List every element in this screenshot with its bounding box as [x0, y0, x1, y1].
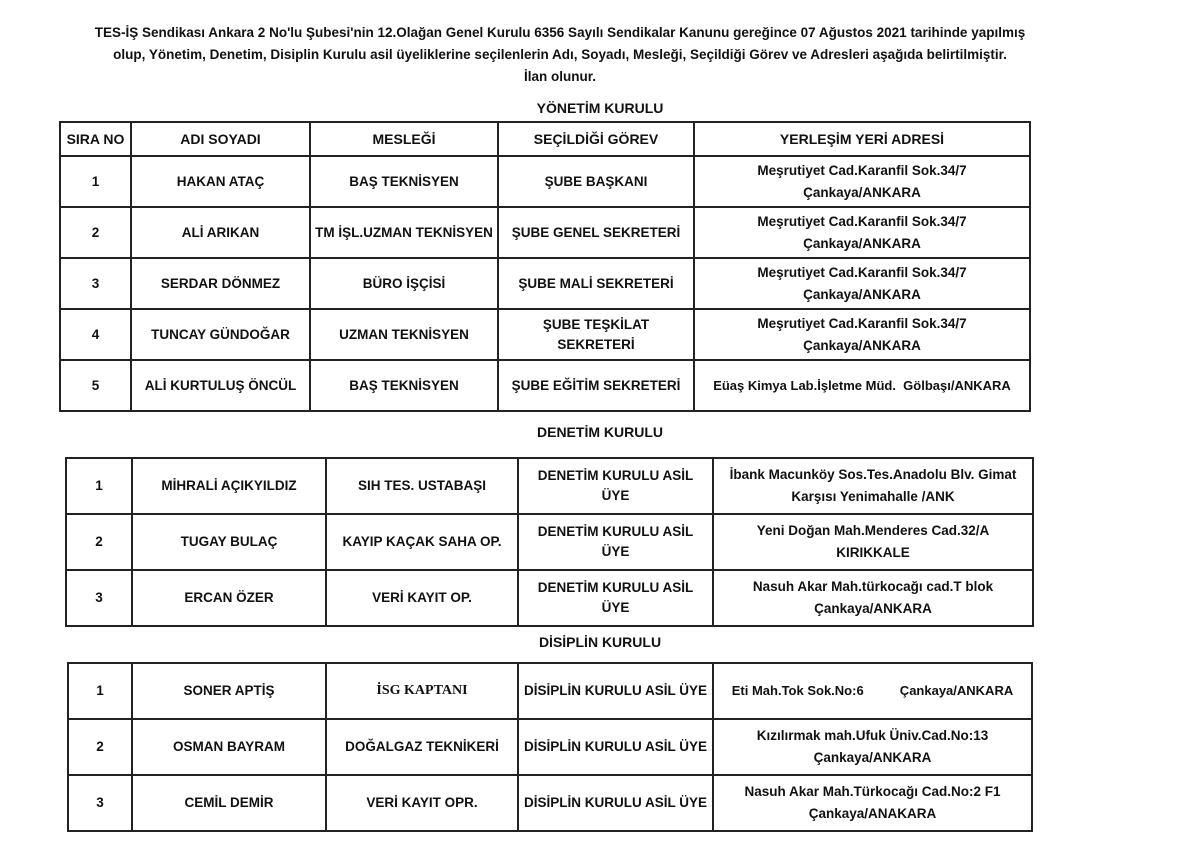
row-name: TUNCAY GÜNDOĞAR: [131, 309, 310, 360]
row-no: 2: [68, 719, 132, 775]
table-row: [60, 156, 1030, 207]
row-no: 1: [68, 663, 132, 719]
row-role: DİSİPLİN KURULU ASİL ÜYE: [518, 663, 713, 719]
header-sira-no: SIRA NO: [60, 122, 131, 156]
row-role: ŞUBE EĞİTİM SEKRETERİ: [498, 360, 694, 411]
row-job: UZMAN TEKNİSYEN: [310, 309, 498, 360]
address-line-1: İbank Macunköy Sos.Tes.Anadolu Blv. Gimat: [729, 467, 1017, 482]
row-role: DENETİM KURULU ASİL ÜYE: [518, 458, 713, 514]
row-name: SONER APTİŞ: [132, 663, 326, 719]
row-role: ŞUBE TEŞKİLAT SEKRETERİ: [498, 309, 694, 360]
row-address: [713, 570, 1033, 626]
table-row: [66, 458, 1033, 514]
row-address: [694, 207, 1030, 258]
row-job: BÜRO İŞÇİSİ: [310, 258, 498, 309]
row-no: 2: [60, 207, 131, 258]
row-no: 1: [60, 156, 131, 207]
header-adi-soyadi: ADI SOYADI: [131, 122, 310, 156]
row-no: 3: [66, 570, 132, 626]
row-address: [694, 258, 1030, 309]
row-no: 5: [60, 360, 131, 411]
table-row: [60, 360, 1030, 411]
row-name: HAKAN ATAÇ: [131, 156, 310, 207]
header-secildigi-gorev: SEÇİLDİĞİ GÖREV: [498, 122, 694, 156]
row-no: 4: [60, 309, 131, 360]
row-job: SIH TES. USTABAŞI: [326, 458, 518, 514]
header-meslegi: MESLEĞİ: [310, 122, 498, 156]
row-role: ŞUBE GENEL SEKRETERİ: [498, 207, 694, 258]
header-line-1: TES-İŞ Sendikası Ankara 2 No'lu Şubesi'nin 12.Olağan Genel Kurulu 6356 Sayılı Sendikalar Kanunu gereğince 07 Ağustos 2021 tarihinde yapılmış: [94, 25, 1026, 40]
address-line-1: Meşrutiyet Cad.Karanfil Sok.34/7: [757, 264, 967, 280]
table-row: [60, 258, 1030, 309]
table-row: [68, 775, 1032, 831]
row-address: [713, 719, 1032, 775]
table-row: [66, 570, 1033, 626]
address-line-2: Karşısı Yenimahalle /ANK: [791, 489, 955, 504]
address-line-2: Çankaya/ANKARA: [803, 286, 921, 302]
row-job: BAŞ TEKNİSYEN: [310, 360, 498, 411]
address-line-2: Çankaya/ANKARA: [803, 337, 921, 353]
address-line-1: Eüaş Kimya Lab.İşletme Müd. Gölbaşı/ANKARA: [713, 377, 1011, 393]
address-line-1: Meşrutiyet Cad.Karanfil Sok.34/7: [757, 162, 967, 178]
table-row: [68, 663, 1032, 719]
section-title-yonetim: YÖNETİM KURULU: [536, 100, 664, 116]
header-line-2: olup, Yönetim, Denetim, Disiplin Kurulu asil üyeliklerine seçilenlerin Adı, Soyadı, Mesleği, Seçildiği Görev ve Adresleri aşağıda belirtilmiştir.: [113, 47, 1007, 62]
row-name: MİHRALİ AÇIKYILDIZ: [132, 458, 326, 514]
row-name: ALİ KURTULUŞ ÖNCÜL: [131, 360, 310, 411]
announcement-header: [60, 22, 1060, 88]
section-title-denetim: DENETİM KURULU: [537, 424, 663, 440]
row-no: 2: [66, 514, 132, 570]
row-address: [694, 309, 1030, 360]
address-line-1: Meşrutiyet Cad.Karanfil Sok.34/7: [757, 213, 967, 229]
row-no: 3: [68, 775, 132, 831]
row-job: BAŞ TEKNİSYEN: [310, 156, 498, 207]
row-name: ERCAN ÖZER: [132, 570, 326, 626]
section-title-disiplin: DİSİPLİN KURULU: [538, 634, 662, 650]
row-job: VERİ KAYIT OP.: [326, 570, 518, 626]
address-line-1: Yeni Doğan Mah.Menderes Cad.32/A: [756, 523, 990, 538]
address-line-2: KIRIKKALE: [836, 545, 910, 560]
table-disiplin: [67, 662, 1033, 832]
address-line-2: Çankaya/ANKARA: [813, 750, 932, 765]
address-line-1: Eti Mah.Tok Sok.No:6 Çankaya/ANKARA: [731, 683, 1014, 698]
address-line-2: Çankaya/ANAKARA: [808, 806, 937, 821]
row-role: ŞUBE BAŞKANI: [498, 156, 694, 207]
row-job: VERİ KAYIT OPR.: [326, 775, 518, 831]
row-name: TUGAY BULAÇ: [132, 514, 326, 570]
address-line-2: Çankaya/ANKARA: [803, 184, 921, 200]
address-line-2: Çankaya/ANKARA: [803, 235, 921, 251]
row-job: İSG KAPTANI: [326, 663, 518, 719]
row-name: OSMAN BAYRAM: [132, 719, 326, 775]
row-address: [713, 775, 1032, 831]
row-name: SERDAR DÖNMEZ: [131, 258, 310, 309]
address-line-1: Nasuh Akar Mah.Türkocağı Cad.No:2 F1: [744, 784, 1001, 799]
row-role: DENETİM KURULU ASİL ÜYE: [518, 514, 713, 570]
address-line-1: Nasuh Akar Mah.türkocağı cad.T blok: [752, 579, 994, 594]
table-row: [60, 207, 1030, 258]
row-address: [713, 458, 1033, 514]
row-role: DİSİPLİN KURULU ASİL ÜYE: [518, 719, 713, 775]
address-line-2: Çankaya/ANKARA: [814, 601, 932, 616]
table-denetim: [65, 457, 1034, 627]
row-name: CEMİL DEMİR: [132, 775, 326, 831]
row-name: ALİ ARIKAN: [131, 207, 310, 258]
row-job: DOĞALGAZ TEKNİKERİ: [326, 719, 518, 775]
row-address: [694, 360, 1030, 411]
table-row: [66, 514, 1033, 570]
row-job: TM İŞL.UZMAN TEKNİSYEN: [310, 207, 498, 258]
header-line-3: İlan olunur.: [523, 69, 596, 84]
row-no: 1: [66, 458, 132, 514]
address-line-1: Meşrutiyet Cad.Karanfil Sok.34/7: [757, 315, 967, 331]
table-header-row: [60, 122, 1030, 156]
row-role: DENETİM KURULU ASİL ÜYE: [518, 570, 713, 626]
table-row: [60, 309, 1030, 360]
row-job: KAYIP KAÇAK SAHA OP.: [326, 514, 518, 570]
row-address: [713, 663, 1032, 719]
row-role: DİSİPLİN KURULU ASİL ÜYE: [518, 775, 713, 831]
header-adres: YERLEŞİM YERİ ADRESİ: [694, 122, 1030, 156]
table-yonetim: [59, 121, 1031, 412]
row-no: 3: [60, 258, 131, 309]
row-address: [713, 514, 1033, 570]
row-role: ŞUBE MALİ SEKRETERİ: [498, 258, 694, 309]
table-row: [68, 719, 1032, 775]
row-address: [694, 156, 1030, 207]
address-line-1: Kızılırmak mah.Ufuk Üniv.Cad.No:13: [756, 728, 989, 743]
